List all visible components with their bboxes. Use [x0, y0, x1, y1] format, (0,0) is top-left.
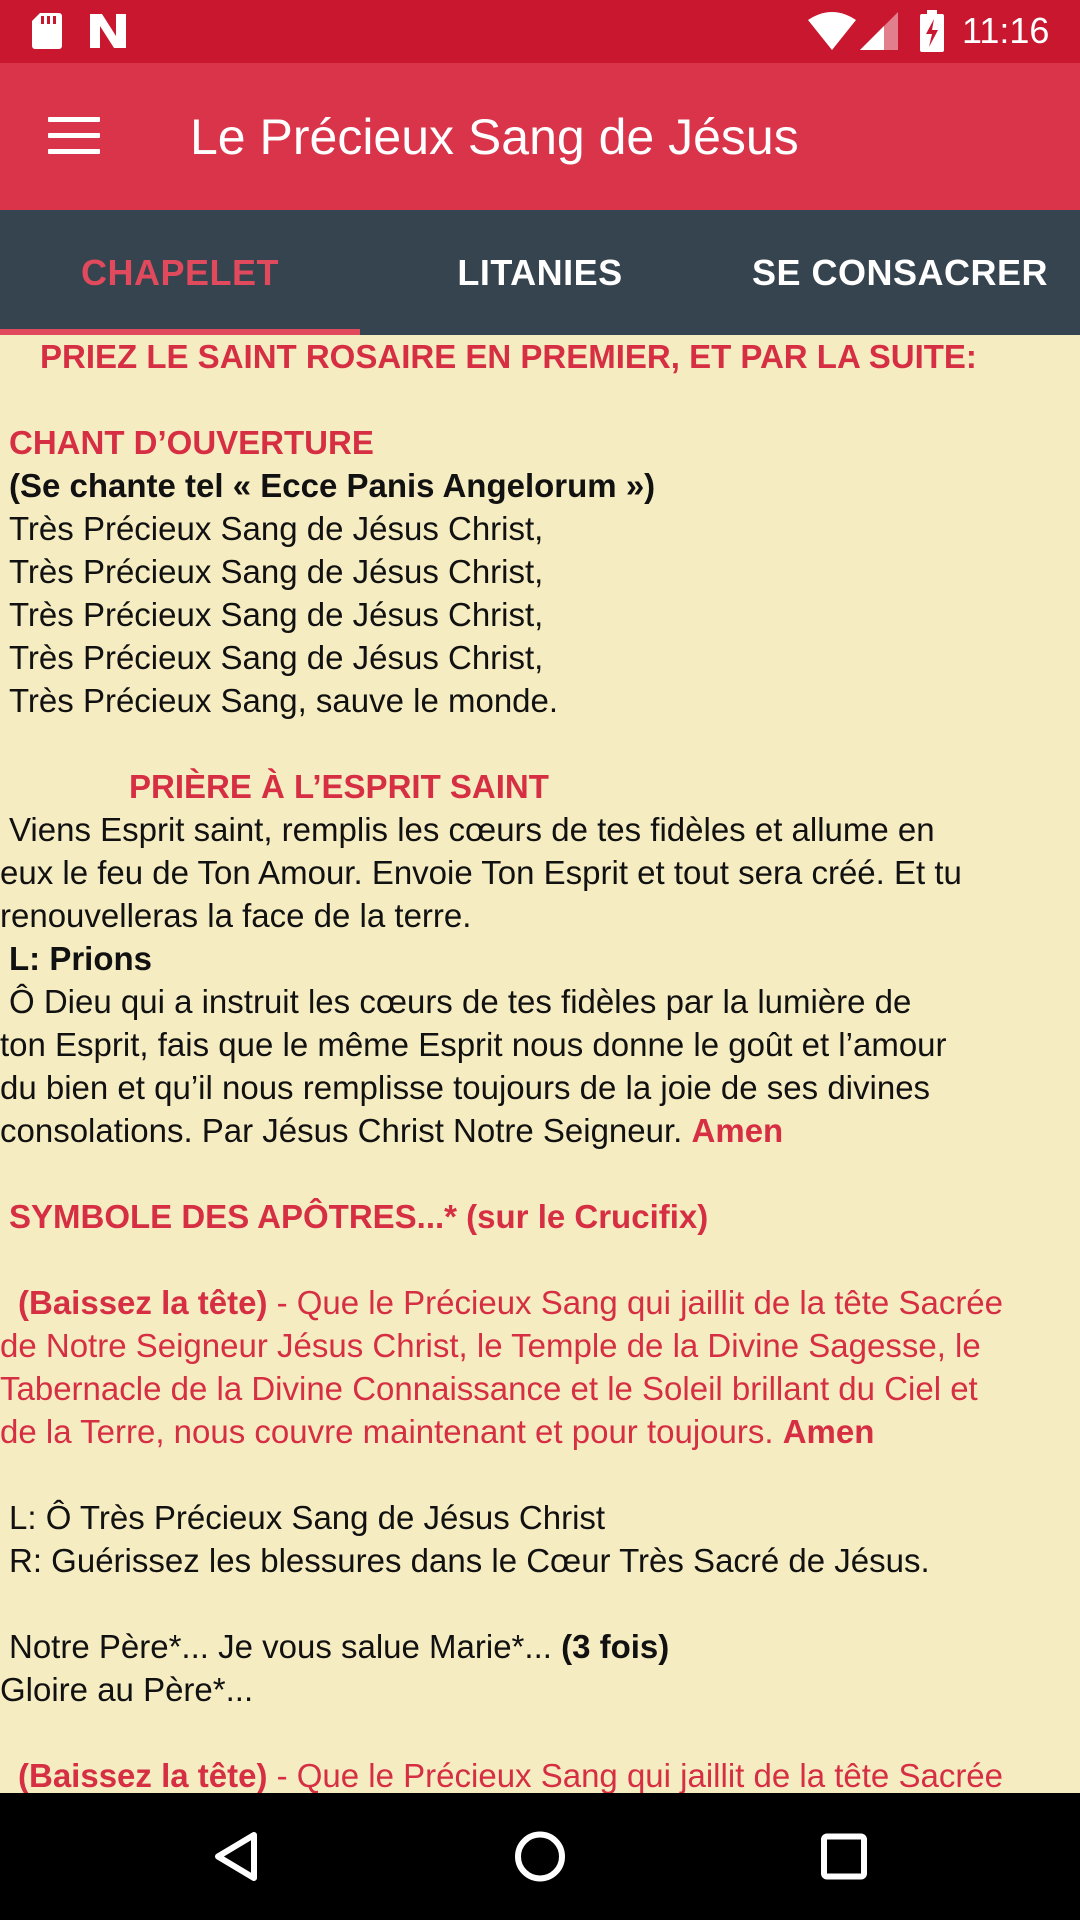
prayer-text: ton Esprit, fais que le même Esprit nous donne le goût et l’amour [0, 1026, 947, 1063]
holy-spirit-heading: PRIÈRE À L’ESPRIT SAINT [129, 768, 549, 805]
prayer-text-end [0, 1109, 1080, 1152]
three-times-label: (3 fois) [561, 1628, 670, 1665]
notification-n-icon [88, 12, 128, 50]
app-bar [0, 63, 1080, 210]
status-bar [0, 0, 1080, 63]
blood-prayer-line [0, 1281, 1080, 1324]
blood-prayer-text: - Que le Précieux Sang qui jaillit de la tête Sacrée [267, 1284, 1004, 1321]
home-icon[interactable] [480, 1793, 600, 1920]
tab-litanies[interactable]: LITANIES [457, 252, 623, 293]
our-father-line [0, 1625, 1080, 1668]
bow-head-label: (Baissez la tête) [18, 1284, 268, 1321]
blood-prayer-line [0, 1754, 1080, 1793]
blood-prayer-line [0, 1410, 1080, 1453]
glory-be: Gloire au Père*... [0, 1671, 254, 1708]
prayer-text: consolations. Par Jésus Christ Notre Seigneur. [0, 1112, 683, 1149]
blood-prayer-text: de Notre Seigneur Jésus Christ, le Temple de la Divine Sagesse, le [0, 1327, 981, 1364]
prions-label: L: Prions [9, 940, 153, 977]
opening-line: Très Précieux Sang de Jésus Christ, [9, 553, 544, 590]
sd-card-icon [32, 13, 62, 49]
system-nav-bar [0, 1793, 1080, 1920]
status-time: 11:16 [962, 10, 1050, 51]
intro-heading: PRIEZ LE SAINT ROSAIRE EN PREMIER, ET PAR LA SUITE: [40, 338, 977, 375]
tab-se-consacrer[interactable]: SE CONSACRER [751, 252, 1049, 293]
blood-prayer-text: - Que le Précieux Sang qui jaillit de la tête Sacrée [267, 1757, 1004, 1793]
app-title: Le Précieux Sang de Jésus [190, 109, 799, 165]
opening-line: Très Précieux Sang de Jésus Christ, [9, 596, 544, 633]
prayer-text: Ô Dieu qui a instruit les cœurs de tes fidèles par la lumière de [9, 983, 912, 1020]
holy-spirit-text: renouvelleras la face de la terre. [0, 897, 472, 934]
blood-prayer-text: Tabernacle de la Divine Connaissance et le Soleil brillant du Ciel et [0, 1370, 978, 1407]
amen-label: Amen [782, 1413, 875, 1450]
back-icon[interactable] [176, 1793, 296, 1920]
hamburger-menu-icon[interactable] [48, 117, 100, 155]
opening-line: Très Précieux Sang de Jésus Christ, [9, 510, 544, 547]
recents-icon[interactable] [784, 1793, 904, 1920]
battery-charging-icon [920, 10, 944, 52]
blood-prayer-text: de la Terre, nous couvre maintenant et pour toujours. [0, 1413, 774, 1450]
prayer-text: du bien et qu’il nous remplisse toujours de la joie de ses divines [0, 1069, 931, 1106]
holy-spirit-text: eux le feu de Ton Amour. Envoie Ton Esprit et tout sera créé. Et tu [0, 854, 962, 891]
bow-head-label: (Baissez la tête) [18, 1757, 268, 1793]
signal-icon [860, 12, 900, 50]
creed-heading: SYMBOLE DES APÔTRES...* (sur le Crucifix) [9, 1198, 709, 1235]
tab-bar [0, 210, 1080, 335]
holy-spirit-text: Viens Esprit saint, remplis les cœurs de tes fidèles et allume en [9, 811, 935, 848]
our-father-text: Notre Père*... Je vous salue Marie*... [9, 1628, 552, 1665]
opening-chant-note: (Se chante tel « Ecce Panis Angelorum ») [9, 467, 656, 504]
versicle: L: Ô Très Précieux Sang de Jésus Christ [9, 1499, 606, 1536]
amen-label: Amen [691, 1112, 784, 1149]
opening-line: Très Précieux Sang, sauve le monde. [9, 682, 559, 719]
prayer-content[interactable] [0, 335, 1080, 1793]
tab-chapelet[interactable]: CHAPELET [80, 252, 279, 293]
wifi-icon [808, 12, 856, 50]
response: R: Guérissez les blessures dans le Cœur Très Sacré de Jésus. [9, 1542, 930, 1579]
opening-chant-heading: CHANT D’OUVERTURE [9, 424, 374, 461]
opening-line: Très Précieux Sang de Jésus Christ, [9, 639, 544, 676]
